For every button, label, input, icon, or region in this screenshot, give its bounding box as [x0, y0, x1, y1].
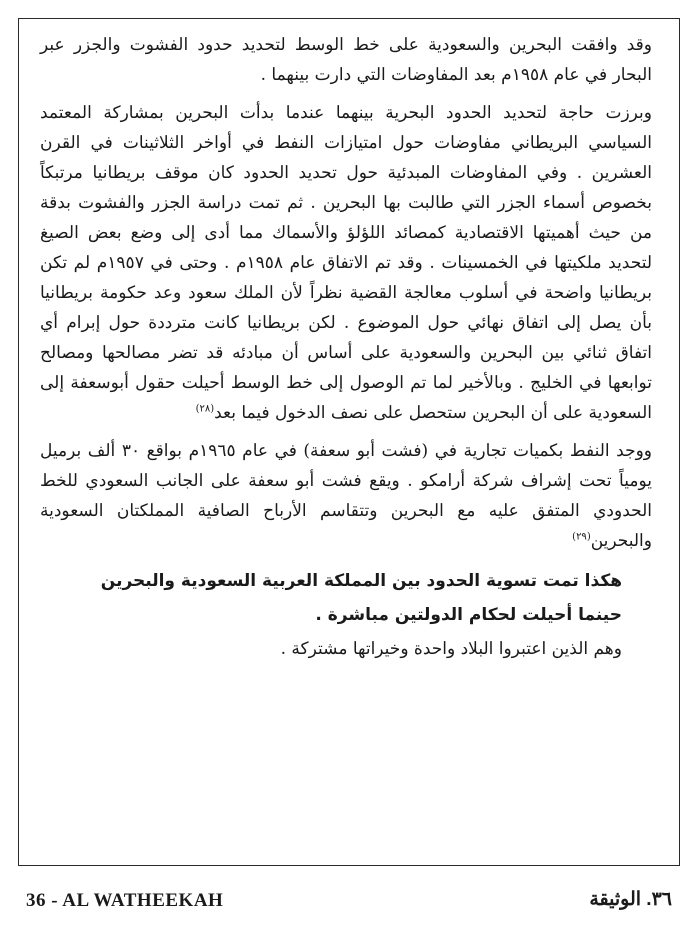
conclusion-line-2: حينما أحيلت لحكام الدولتين مباشرة .: [315, 605, 622, 625]
footnote-ref-28[interactable]: (٢٨): [195, 403, 215, 415]
conclusion-line-1: هكذا تمت تسوية الحدود بين المملكة العربية السعودية والبحرين: [100, 571, 622, 591]
paragraph-3-text: ووجد النفط بكميات تجارية في (فشت أبو سعفة) في عام ١٩٦٥م بواقع ٣٠ ألف برميل يومياً تحت إشراف شركة أرامكو . ويقع فشت أبو سعفة على الجانب السعودي للخط الحدودي المتفق عليه مع البحرين وتتقاسم الأرباح الصافية المملكتان السعودية والبحرين: [40, 441, 652, 551]
paragraph-1-text: وقد وافقت البحرين والسعودية على خط الوسط لتحديد حدود الفشوت والجزر عبر البحار في عام ١٩٥٨م بعد المفاوضات التي دارت بينهما .: [40, 35, 653, 85]
paragraph-2-text: وبرزت حاجة لتحديد الحدود البحرية بينهما عندما بدأت البحرين بمشاركة المعتمد السياسي البريطاني مفاوضات حول امتيازات النفط في أواخر الثلاثينات في القرن العشرين . وفي المفاوضات المبدئية حول تحديد الحدود كان موقف بريطانيا مرتبكاً بخصوص أسماء الجزر التي طالبت بها البحرين . ثم تمت دراسة الجزر والفشوت بدقة من حيث أهميتها الاقتصادية كمصائد اللؤلؤ والأسماك مما أدى إلى وضع بعض الصيغ لتحديد ملكيتها في الخمسينات . وقد تم الاتفاق عام ١٩٥٨م . وحتى في ١٩٥٧م لم تكن بريطانيا واضحة في أسلوب معالجة القضية نظراً لأن الملك سعود وعد حكومة بريطانيا بأن يصل إلى اتفاق نهائي حول الموضوع . لكن بريطانيا كانت مترددة حول إبرام أي اتفاق ثنائي بين البحرين والسعودية على أساس أن مبادئه قد تضر مصالحها ومصالح توابعها في الخليج . وبالأخير لما تم الوصول إلى خط الوسط أحيلت حقول أبوسعفة إلى السعودية على أن البحرين ستحصل على نصف الدخول فيما بعد: [40, 103, 653, 423]
closing-line: وهم الذين اعتبروا البلاد واحدة وخيراتها مشتركة .: [280, 639, 622, 659]
page-footer: [18, 880, 680, 920]
paragraph-2: [40, 98, 652, 428]
paragraph-3: [40, 436, 652, 556]
footer-page-label-latin: 36 - AL WATHEEKAH: [26, 890, 224, 911]
footnote-ref-29[interactable]: (٢٩): [572, 531, 591, 543]
article-body: [40, 30, 652, 666]
paragraph-1: [40, 30, 652, 90]
footer-page-label-arabic: ٣٦. الوثيقة: [589, 889, 672, 910]
